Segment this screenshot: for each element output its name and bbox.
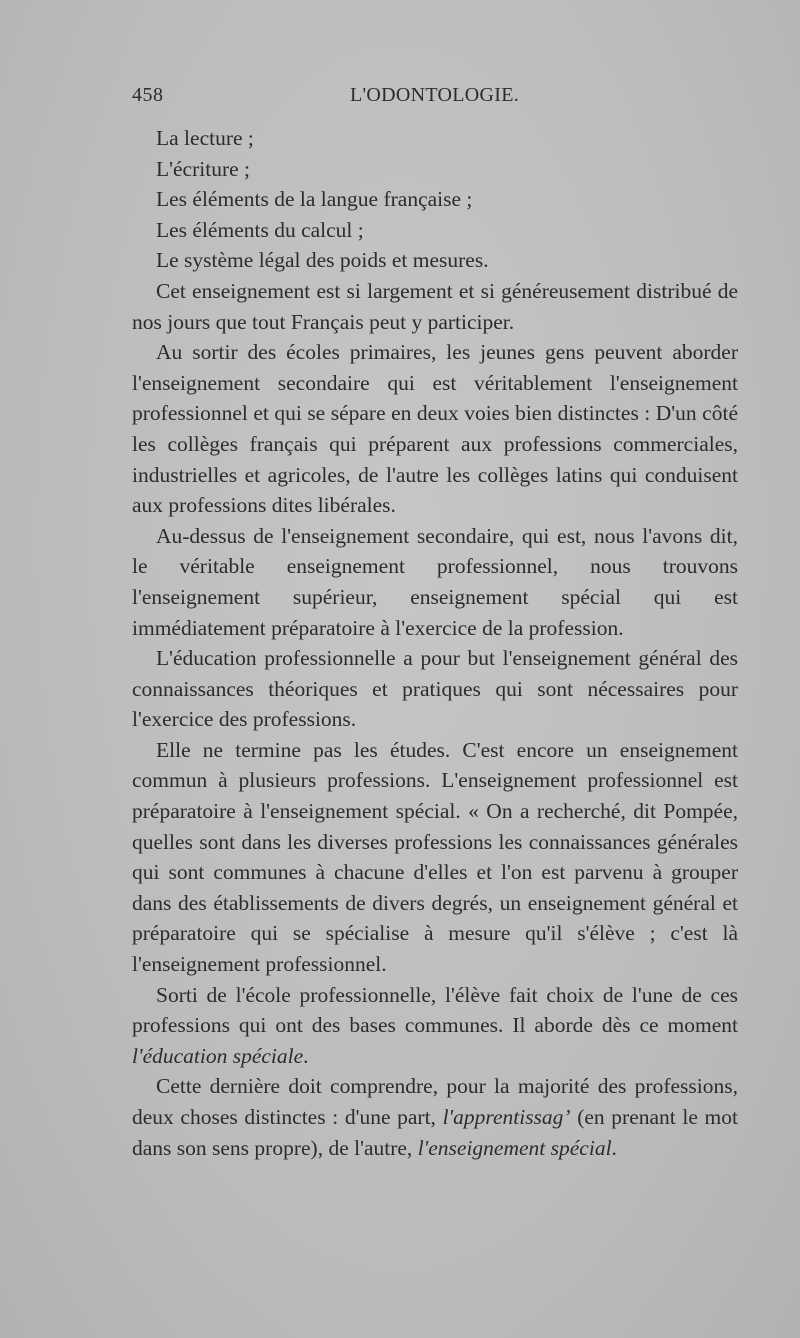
list-item: Le système légal des poids et mesures. [156,248,489,273]
list-item: Les éléments de la langue française ; [156,187,473,212]
paragraph: L'éducation professionnelle a pour but l'enseignement général des connaissances théoriques et pratiques qui sont nécessaires pour l'exercice des professions. [132,646,738,732]
subject-list [132,123,738,276]
italic-term: l'éducation spéciale [132,1043,304,1068]
paragraph: Au sortir des écoles primaires, les jeunes gens peuvent aborder l'enseignement secondaire qui est véritablement l'enseignement professionnel et qui se sépare en deux voies bien distinctes : D'un côté les collèges français qui préparent aux professions commerciales, industrielles et agricoles, de l'autre les collèges latins qui conduisent aux professions dites libérales. [132,340,738,518]
paragraph: Cet enseignement est si largement et si généreusement distribué de nos jours que tout Français peut y participer. [132,278,738,334]
list-item: L'écriture ; [156,156,250,181]
list-item: Les éléments du calcul ; [156,217,364,242]
page-number: 458 [132,84,164,106]
paragraph-text: . [611,1135,617,1160]
running-title: L'ODONTOLOGIE. [350,84,520,106]
paragraph-text: (en prenant le mot dans son sens propre), de l'autre, [132,1105,739,1160]
paragraph: Elle ne termine pas les études. C'est encore un enseignement commun à plusieurs professions. L'enseignement professionnel est préparatoire à l'enseignement spécial. « On a recherché, dit Pompée, quelles sont dans les diverses professions les connaissances générales qui sont communes à chacune d'elles et l'on est parvenu à grouper dans des établissements de divers degrés, un enseignement général et préparatoire qui se spécialise à mesure qu'il s'élève ; c'est là l'enseignement professionnel. [132,737,738,977]
paragraph [132,1071,738,1163]
paragraph-text: Sorti de l'école professionnelle, l'élève fait choix de l'une de ces professions qui ont des bases communes. Il aborde dès ce moment [132,982,738,1038]
italic-term: l'enseignement spécial [417,1135,612,1160]
paragraph [132,980,738,1072]
paragraph-text: Cette dernière doit comprendre, pour la majorité des professions, deux choses distinctes : d'une part, [132,1074,738,1129]
paragraph-text: . [303,1043,309,1068]
list-item: La lecture ; [156,126,254,150]
paragraph: Au-dessus de l'enseignement secondaire, qui est, nous l'avons dit, le véritable enseignement professionnel, nous trouvons l'enseignement supérieur, enseignement spécial qui est immédiatement préparatoire à l'exercice de la profession. [132,523,738,640]
italic-term: l'apprentissag’ [442,1105,571,1129]
page-body [132,123,738,1163]
